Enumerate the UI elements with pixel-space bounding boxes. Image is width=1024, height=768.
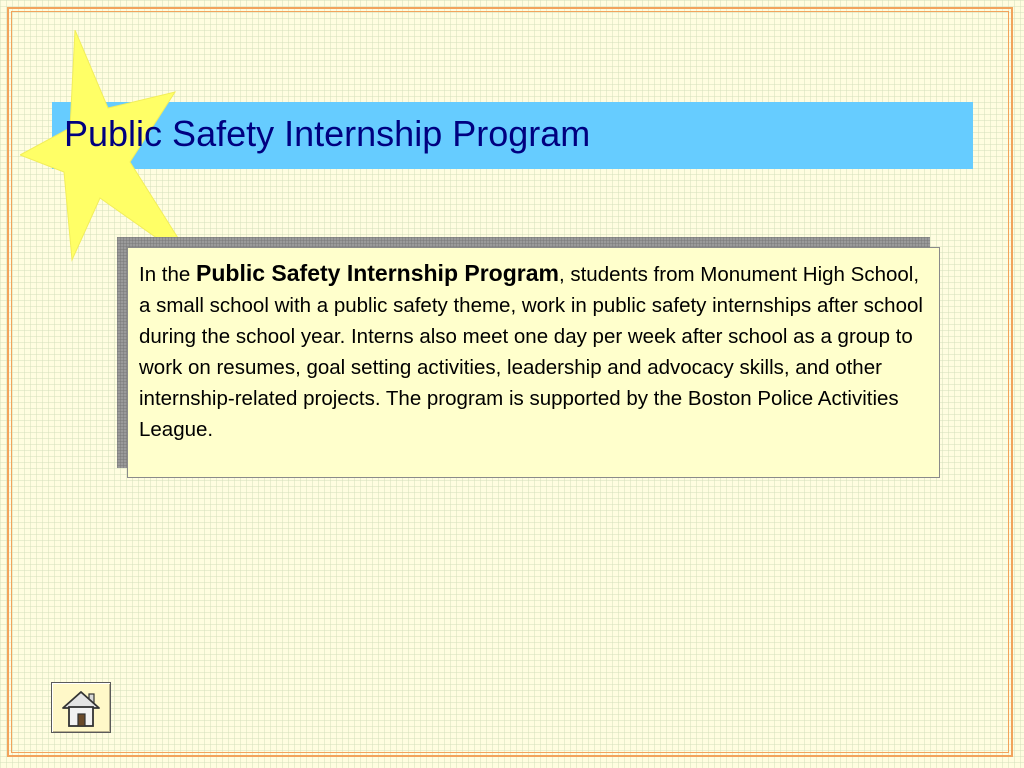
body-intro: In the <box>139 263 196 286</box>
program-name: Public Safety Internship Program <box>196 260 559 286</box>
text-box <box>127 247 940 478</box>
slide-title: Public Safety Internship Program <box>64 113 591 154</box>
home-icon <box>60 687 102 729</box>
body-paragraph <box>139 258 929 445</box>
home-button[interactable] <box>51 682 111 733</box>
body-text: , students from Monument High School, a small school with a public safety theme, work in public safety internships after school during the school year. Interns also meet one day per week after school as a group to work on resumes, goal setting activities, leadership and advocacy skills, and other internship-related projects. The program is supported by the Boston Police Activities League. <box>139 263 923 441</box>
